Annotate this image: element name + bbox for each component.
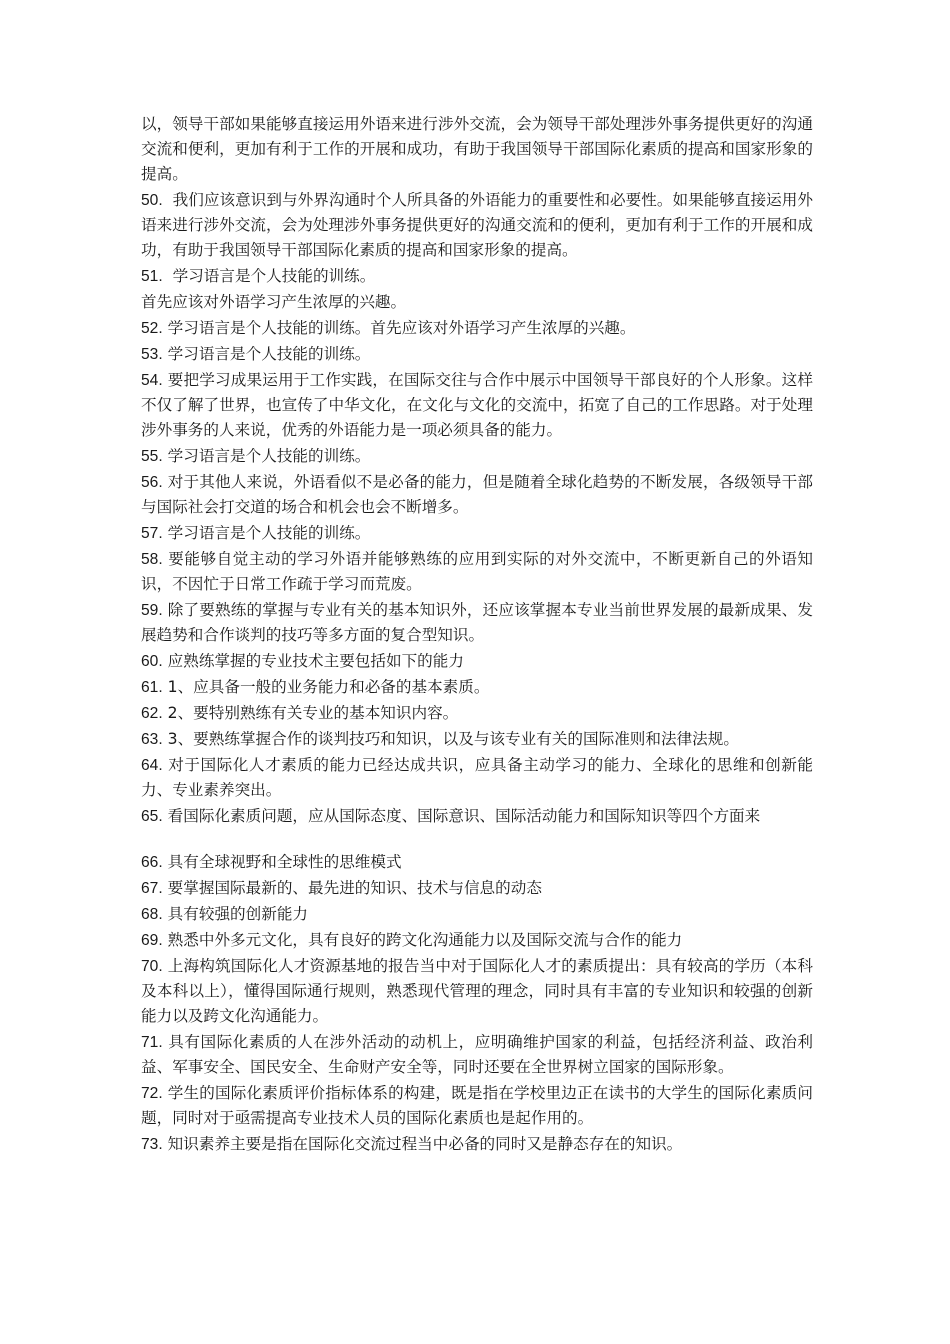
item-text: 对于其他人来说，外语看似不是必备的能力，但是随着全球化趋势的不断发展，各级领导干部与国际社会打交道的场合和机会也会不断增多。 xyxy=(141,473,813,516)
list-item xyxy=(141,804,813,829)
document-page xyxy=(141,112,813,1158)
item-number: 64. xyxy=(141,757,163,774)
item-number: 71. xyxy=(141,1034,163,1051)
list-item xyxy=(141,1081,813,1131)
item-text: 我们应该意识到与外界沟通时个人所具备的外语能力的重要性和必要性。如果能够直接运用外语来进行涉外交流，会为处理涉外事务提供更好的沟通交流和的便利，更加有利于工作的开展和成功，有助于我国领导干部国际化素质的提高和国家形象的提高。 xyxy=(141,191,813,259)
item-text: 知识素养主要是指在国际化交流过程当中必备的同时又是静态存在的知识。 xyxy=(167,1135,683,1153)
paragraph-gap xyxy=(141,830,813,850)
item-text: 具有国际化素质的人在涉外活动的动机上，应明确维护国家的利益，包括经济利益、政治利益、军事安全、国民安全、生命财产安全等，同时还要在全世界树立国家的国际形象。 xyxy=(141,1033,813,1076)
list-item xyxy=(141,444,813,469)
item-number: 72. xyxy=(141,1085,163,1102)
list-item xyxy=(141,753,813,803)
item-text: 首先应该对外语学习产生浓厚的兴趣。 xyxy=(141,293,407,311)
item-number: 59. xyxy=(141,602,163,619)
item-number: 53. xyxy=(141,346,163,363)
item-number: 67. xyxy=(141,880,163,897)
item-number: 55. xyxy=(141,448,163,465)
list-item xyxy=(141,264,813,289)
continuation-line xyxy=(141,290,813,315)
item-text: 2、要特别熟练有关专业的基本知识内容。 xyxy=(167,704,459,722)
list-item xyxy=(141,727,813,752)
item-number: 51. xyxy=(141,268,163,285)
list-item xyxy=(141,188,813,263)
item-number: 50. xyxy=(141,192,163,209)
item-text: 学习语言是个人技能的训练。首先应该对外语学习产生浓厚的兴趣。 xyxy=(167,319,636,337)
item-text: 要把学习成果运用于工作实践，在国际交往与合作中展示中国领导干部良好的个人形象。这样不仅了解了世界，也宣传了中华文化，在文化与文化的交流中，拓宽了自己的工作思路。对于处理涉外事务的人来说，优秀的外语能力是一项必须具备的能力。 xyxy=(141,371,813,439)
list-item xyxy=(141,675,813,700)
item-text: 具有较强的创新能力 xyxy=(167,905,309,923)
item-number: 61. xyxy=(141,679,163,696)
item-text: 学生的国际化素质评价指标体系的构建，既是指在学校里边正在读书的大学生的国际化素质问题，同时对于亟需提高专业技术人员的国际化素质也是起作用的。 xyxy=(141,1084,813,1127)
item-number: 63. xyxy=(141,731,163,748)
item-text: 熟悉中外多元文化，具有良好的跨文化沟通能力以及国际交流与合作的能力 xyxy=(167,931,683,949)
intro-paragraph: 以，领导干部如果能够直接运用外语来进行涉外交流，会为领导干部处理涉外事务提供更好的沟通交流和便利，更加有利于工作的开展和成功，有助于我国领导干部国际化素质的提高和国家形象的提高。 xyxy=(141,115,813,183)
item-number: 68. xyxy=(141,906,163,923)
item-text: 除了要熟练的掌握与专业有关的基本知识外，还应该掌握本专业当前世界发展的最新成果、发展趋势和合作谈判的技巧等多方面的复合型知识。 xyxy=(141,601,813,644)
item-text: 学习语言是个人技能的训练。 xyxy=(167,447,371,465)
item-text: 学习语言是个人技能的训练。 xyxy=(167,524,371,542)
item-number: 60. xyxy=(141,653,163,670)
item-text: 学习语言是个人技能的训练。 xyxy=(162,267,376,285)
item-number: 69. xyxy=(141,932,163,949)
list-item xyxy=(141,521,813,546)
list-item xyxy=(141,1030,813,1080)
item-text: 3、要熟练掌握合作的谈判技巧和知识，以及与该专业有关的国际准则和法律法规。 xyxy=(167,730,739,748)
item-text: 要掌握国际最新的、最先进的知识、技术与信息的动态 xyxy=(167,879,542,897)
item-number: 66. xyxy=(141,854,163,871)
item-text: 应熟练掌握的专业技术主要包括如下的能力 xyxy=(167,652,464,670)
list-item xyxy=(141,701,813,726)
item-text: 学习语言是个人技能的训练。 xyxy=(167,345,371,363)
item-number: 56. xyxy=(141,474,163,491)
list-item xyxy=(141,547,813,597)
item-text: 要能够自觉主动的学习外语并能够熟练的应用到实际的对外交流中，不断更新自己的外语知识，不因忙于日常工作疏于学习而荒废。 xyxy=(141,550,813,593)
list-item xyxy=(141,649,813,674)
list-item xyxy=(141,954,813,1029)
item-number: 54. xyxy=(141,372,163,389)
list-item xyxy=(141,316,813,341)
item-number: 65. xyxy=(141,808,163,825)
item-number: 73. xyxy=(141,1136,163,1153)
item-text: 具有全球视野和全球性的思维模式 xyxy=(167,853,402,871)
item-number: 62. xyxy=(141,705,163,722)
list-item xyxy=(141,1132,813,1157)
item-number: 58. xyxy=(141,551,163,568)
item-number: 57. xyxy=(141,525,163,542)
list-item xyxy=(141,342,813,367)
list-item xyxy=(141,598,813,648)
list-item xyxy=(141,928,813,953)
item-text: 对于国际化人才素质的能力已经达成共识，应具备主动学习的能力、全球化的思维和创新能力、专业素养突出。 xyxy=(141,756,813,799)
item-text: 上海构筑国际化人才资源基地的报告当中对于国际化人才的素质提出：具有较高的学历（本科及本科以上），懂得国际通行规则，熟悉现代管理的理念，同时具有丰富的专业知识和较强的创新能力以及跨文化沟通能力。 xyxy=(141,957,813,1025)
item-number: 70. xyxy=(141,958,163,975)
item-text: 看国际化素质问题，应从国际态度、国际意识、国际活动能力和国际知识等四个方面来 xyxy=(167,807,761,825)
list-item xyxy=(141,902,813,927)
list-item xyxy=(141,876,813,901)
list-item xyxy=(141,850,813,875)
list-item xyxy=(141,368,813,443)
item-number: 52. xyxy=(141,320,163,337)
list-item xyxy=(141,470,813,520)
item-text: 1、应具备一般的业务能力和必备的基本素质。 xyxy=(167,678,490,696)
